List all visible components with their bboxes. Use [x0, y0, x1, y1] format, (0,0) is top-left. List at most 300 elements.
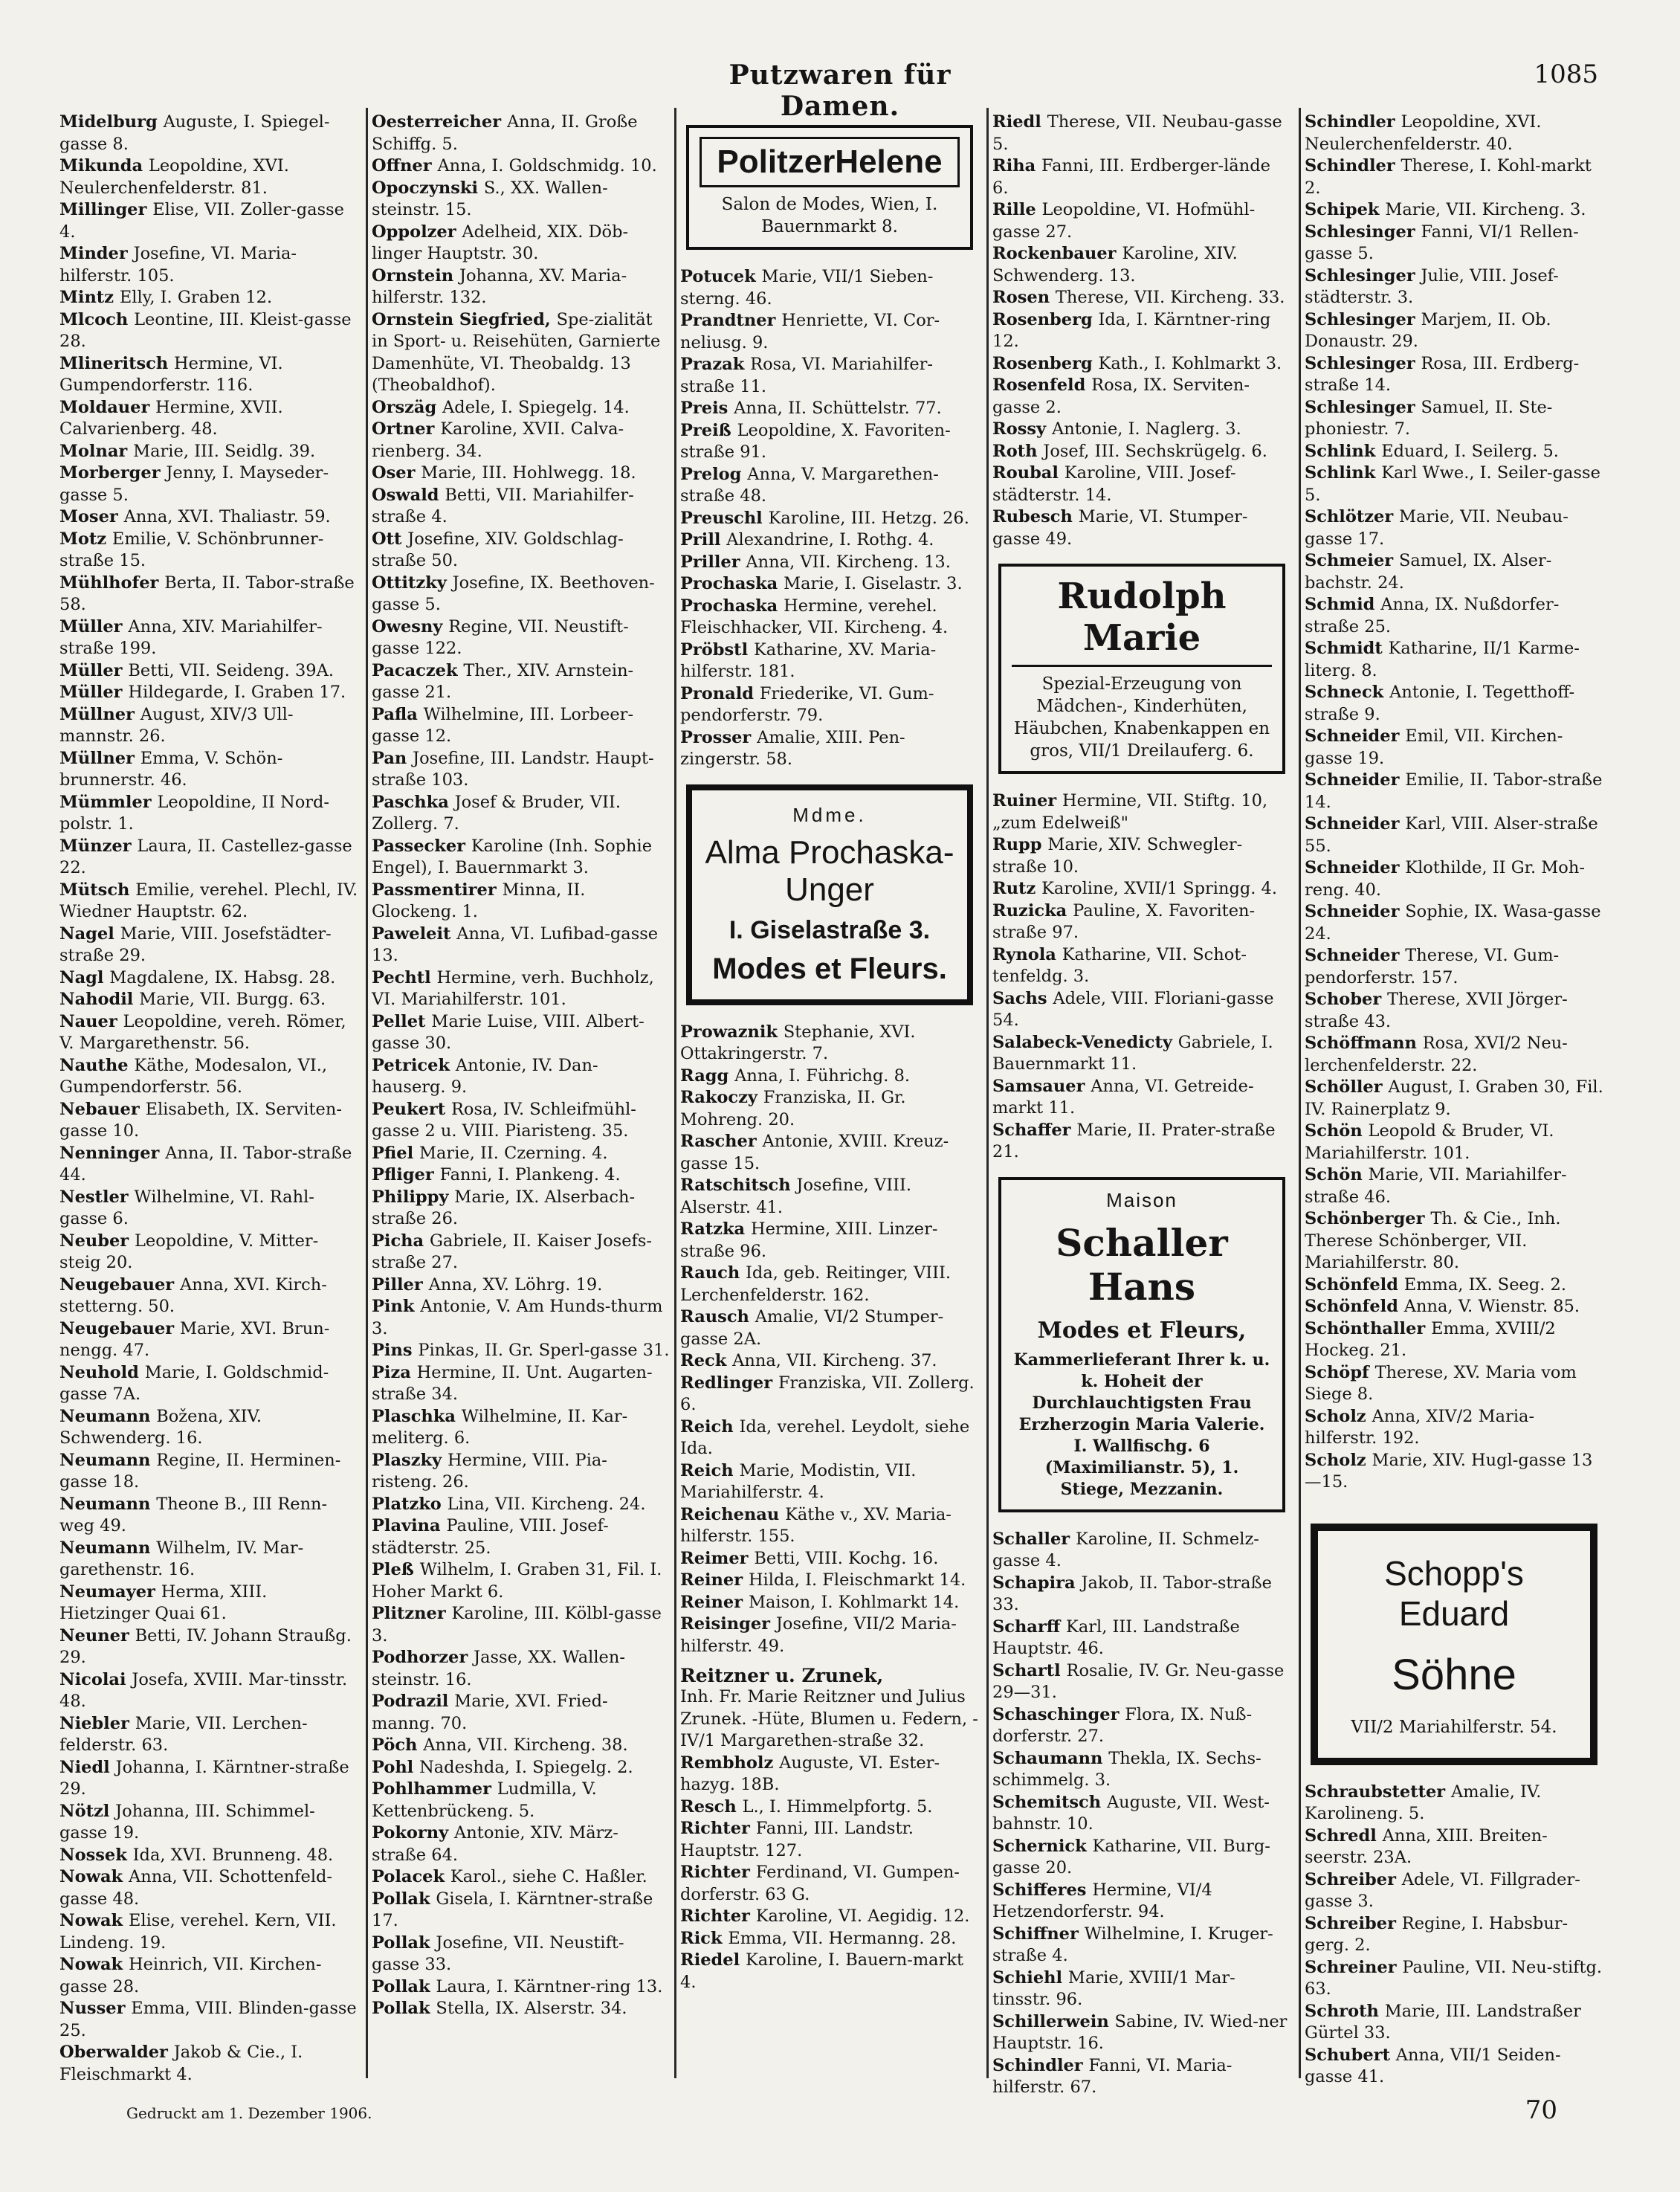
entry-name: Müller [59, 683, 129, 702]
entry-details: Hermine, VI/4 Hetzendorferstr. 94. [992, 1880, 1212, 1921]
directory-entry [59, 989, 358, 1011]
entry-name: Neumann [59, 1538, 157, 1558]
entry-name: Passmentirer [372, 880, 503, 900]
entry-details: Anna, II. Große Schiffg. 5. [372, 112, 638, 154]
directory-entry [372, 1998, 671, 2020]
entry-details: Anna, II. Schüttelstr. 77. [734, 399, 942, 418]
entry-name: Richter [680, 1819, 756, 1838]
entry-name: Schartl [992, 1660, 1067, 1680]
entry-name: Pronald [680, 683, 760, 703]
entry-details: Karoline, III. Hetzg. 26. [768, 508, 969, 528]
entry-name: Pink [372, 1297, 421, 1316]
directory-entry [992, 462, 1291, 506]
entry-name: Nicolai [59, 1669, 132, 1689]
directory-entry [1305, 594, 1603, 638]
directory-entry [680, 398, 979, 420]
entry-name: Neugebauer [59, 1274, 180, 1295]
entry-details: Gabriele, I. Bauernmarkt 11. [992, 1032, 1273, 1074]
entry-details: Therese, VI. Gum-pendorferstr. 157. [1305, 946, 1560, 987]
entry-details: Hermine, II. Unt. Augarten-straße 34. [372, 1362, 653, 1404]
entry-details: Anna, XV. Löhrg. 19. [428, 1274, 603, 1295]
entry-name: Oppolzer [372, 222, 462, 242]
directory-entry [372, 1647, 671, 1691]
entry-details: Eduard, I. Seilerg. 5. [1381, 441, 1559, 461]
ad-text: VII/2 Mariahilferstr. 54. [1351, 1717, 1557, 1737]
directory-entry [372, 1976, 671, 1999]
directory-entry [1305, 397, 1603, 441]
directory-entry [1305, 1274, 1603, 1297]
entry-name: Rossy [992, 419, 1052, 439]
entry-details: Johanna, III. Schimmel-gasse 19. [59, 1801, 315, 1843]
entry-name: Schneider [1305, 770, 1406, 790]
entry-details: Käthe, Modesalon, VI., Gumpendorferstr. 56. [59, 1055, 328, 1097]
directory-entry [59, 199, 358, 243]
entry-name: Schön [1305, 1165, 1369, 1184]
directory-entry [372, 155, 671, 178]
entry-details: Gisela, I. Kärntner-straße 17. [372, 1889, 653, 1930]
entry-name: Niebler [59, 1713, 135, 1733]
entry-details: Elisabeth, IX. Serviten-gasse 10. [59, 1099, 342, 1141]
directory-entry [1305, 1957, 1603, 2001]
entry-details: Katharine, II/1 Karme-literg. 8. [1305, 639, 1580, 680]
column-divider [674, 108, 676, 2078]
entry-name: Pohl [372, 1757, 420, 1777]
entry-name: Ott [372, 529, 408, 549]
directory-entry [59, 1625, 358, 1669]
entry-name: Passecker [372, 836, 471, 856]
entry-details: Marie, VI. Stumper-gasse 49. [992, 507, 1248, 549]
entry-name: Pins [372, 1341, 419, 1360]
entry-name: Schlesinger [1305, 265, 1421, 286]
directory-entry [372, 1011, 671, 1055]
entry-details: Adele, VIII. Floriani-gasse 54. [992, 988, 1274, 1030]
entry-details: Josefine, III. Landstr. Haupt-straße 103. [372, 748, 654, 790]
ad-title: Alma Prochaska-Unger [705, 834, 954, 908]
directory-entry [992, 353, 1291, 375]
directory-entry [372, 660, 671, 704]
entry-details: Regine, I. Habsbur-gerg. 2. [1305, 1913, 1568, 1955]
directory-entry [992, 419, 1291, 441]
entry-details: Auguste, VI. Ester-hazyg. 18B. [680, 1753, 940, 1794]
directory-entry [372, 397, 671, 419]
entry-name: Schaller [992, 1529, 1076, 1549]
entry-name: Neugebauer [59, 1318, 180, 1338]
entry-name: Riedl [992, 112, 1047, 132]
entry-name: Rosenberg [992, 353, 1099, 373]
directory-entry [59, 967, 358, 990]
directory-entry [372, 1494, 671, 1516]
directory-entry [59, 1187, 358, 1231]
entry-name: Peukert [372, 1099, 451, 1119]
entry-name: Piza [372, 1362, 417, 1382]
entry-details: Emilie, V. Schönbrunner-straße 15. [59, 529, 324, 570]
entry-name: Reimer [680, 1548, 755, 1568]
directory-entry [680, 1460, 979, 1504]
entry-details: Emilie, II. Tabor-straße 14. [1305, 770, 1603, 812]
entry-name: Schönthaller [1305, 1318, 1432, 1338]
directory-entry [59, 529, 358, 573]
entry-name: Ragg [680, 1066, 735, 1086]
entry-details: Antonie, IV. Dan-hauserg. 9. [372, 1055, 598, 1097]
entry-name: Scholz [1305, 1450, 1372, 1470]
entry-details: Rosalie, IV. Gr. Neu-gasse 29—31. [992, 1660, 1285, 1702]
entry-details: Karl Wwe., I. Seiler-gasse 5. [1305, 463, 1600, 505]
entry-details: Anna, II. Tabor-straße 44. [59, 1143, 352, 1184]
directory-entry [680, 552, 979, 574]
advertisement-rudolph [998, 564, 1285, 774]
entry-name: Reiner [680, 1592, 749, 1612]
entry-name: Schipek [1305, 200, 1386, 219]
directory-entry [680, 1906, 979, 1928]
directory-entry [992, 1967, 1291, 2011]
directory-entry [680, 1570, 979, 1592]
entry-name: Schiffner [992, 1924, 1085, 1944]
directory-entry [992, 1748, 1291, 1792]
directory-entry [992, 834, 1291, 878]
directory-entry [372, 1231, 671, 1274]
directory-entry [59, 1669, 358, 1713]
entry-details: Marie, XIV. Schwegler-straße 10. [992, 835, 1243, 877]
entry-details: Julie, VIII. Josef-städterstr. 3. [1305, 265, 1559, 307]
column-3 [680, 112, 979, 1993]
entry-details: Spe-zialität in Sport- u. Reisehüten, Garnierte Damenhüte, VI. Theobaldg. 13 (Theobaldhof). [372, 309, 661, 395]
entry-name: Neuhold [59, 1362, 145, 1382]
entry-details: Marie Luise, VIII. Albert-gasse 30. [372, 1011, 644, 1053]
entry-name: Prill [680, 530, 727, 549]
entry-details: Rosa, IX. Serviten-gasse 2. [992, 375, 1250, 417]
entry-details: Marie, III. Hohlwegg. 18. [421, 463, 636, 483]
directory-entry [59, 1406, 358, 1450]
entry-details: Karoline, XIV. Schwenderg. 13. [992, 244, 1238, 286]
entry-name: Pollak [372, 1976, 436, 1996]
entry-name: Richter [680, 1906, 756, 1926]
entry-details: Ida, geb. Reitinger, VIII. Lerchenfelderstr. 162. [680, 1263, 952, 1305]
directory-entry [992, 1704, 1291, 1748]
entry-details: Ferdinand, VI. Gumpen-dorferstr. 63 G. [680, 1863, 960, 1904]
entry-details: Jenny, I. Mayseder-gasse 5. [59, 463, 329, 505]
directory-entry [59, 309, 358, 353]
directory-entry [59, 2042, 358, 2086]
entry-name: Rosenfeld [992, 375, 1092, 395]
directory-entry [372, 1515, 671, 1559]
entry-name: Mikunda [59, 156, 149, 175]
directory-entry [992, 287, 1291, 309]
directory-entry [59, 880, 358, 923]
directory-entry [59, 1318, 358, 1362]
directory-entry [992, 1120, 1291, 1164]
entry-details: Hermine, XVII. Calvarienberg. 48. [59, 397, 283, 439]
directory-entry [59, 1099, 358, 1143]
directory-entry [1305, 901, 1603, 945]
directory-entry [680, 310, 979, 354]
directory-entry [59, 1450, 358, 1494]
entry-name: Schneider [1305, 814, 1406, 834]
directory-entry [992, 1573, 1291, 1616]
entry-name: Ruzicka [992, 900, 1073, 921]
entry-name: Nestler [59, 1187, 135, 1207]
entry-details: Johanna, XV. Maria-hilferstr. 132. [372, 265, 627, 307]
column-divider [366, 108, 368, 2078]
entry-name: Scharff [992, 1616, 1067, 1637]
directory-entry [680, 683, 979, 727]
directory-entry [680, 1087, 979, 1131]
entry-name: Müller [59, 616, 129, 636]
entry-details: August, I. Graben 30, Fil. IV. Rainerplatz 9. [1305, 1077, 1603, 1119]
entry-name: Molnar [59, 441, 134, 461]
entry-name: Neumayer [59, 1582, 161, 1602]
entry-name: Nötzl [59, 1801, 116, 1821]
entry-details: Anna, XVI. Kirch-stetterng. 50. [59, 1274, 327, 1316]
entry-details: Josefine, VII. Neustift-gasse 33. [372, 1932, 624, 1974]
directory-entry [372, 529, 671, 573]
column-4 [992, 112, 1291, 2099]
entry-name: Motz [59, 529, 112, 549]
entry-name: Pafla [372, 704, 424, 724]
entry-name: Schindler [1305, 156, 1401, 175]
entry-name: Schöffmann [1305, 1034, 1423, 1053]
entry-name: Polacek [372, 1867, 450, 1886]
directory-entry [680, 529, 979, 552]
entry-name: Rynola [992, 944, 1062, 964]
directory-entry [992, 988, 1291, 1032]
entry-details: Karoline, XVII/1 Springg. 4. [1041, 879, 1278, 898]
directory-entry [372, 1757, 671, 1779]
entry-details: Wilhelmine, III. Lorbeer-gasse 12. [372, 704, 634, 746]
directory-entry [1305, 1450, 1603, 1494]
ad-title: PolitzerHelene [700, 137, 960, 187]
entry-name: Mütsch [59, 880, 136, 900]
directory-entry [992, 1924, 1291, 1967]
directory-entry [680, 1950, 979, 1993]
entry-name: Schneider [1305, 726, 1406, 746]
directory-entry [992, 900, 1291, 944]
entry-name: Moser [59, 507, 124, 526]
directory-entry [680, 1416, 979, 1460]
entry-details: Regine, II. Herminen-gasse 18. [59, 1450, 341, 1492]
directory-entry [372, 265, 671, 309]
directory-entry [680, 1263, 979, 1306]
entry-details: Elise, verehel. Kern, VII. Lindeng. 19. [59, 1911, 337, 1953]
entry-name: Schön [1305, 1121, 1369, 1141]
entry-details: Leopold & Bruder, VI. Mariahilferstr. 101. [1305, 1121, 1554, 1163]
entry-details: Adelheid, XIX. Döb-linger Hauptstr. 30. [372, 222, 629, 263]
entry-name: Schlesinger [1305, 222, 1421, 242]
entry-name: Preuschl [680, 508, 769, 528]
entry-name: Paschka [372, 792, 455, 812]
advertisement-inner [1318, 1531, 1590, 1758]
entry-name: Nowak [59, 1955, 129, 1974]
entry-name: Opoczynski [372, 178, 484, 198]
directory-entry [1305, 2045, 1603, 2089]
entry-details: Leopoldine, X. Favoriten-straße 91. [680, 420, 951, 462]
entry-name: Niedl [59, 1757, 116, 1777]
entry-name: Priller [680, 552, 746, 572]
entry-name: Millinger [59, 200, 153, 219]
entry-details: Antonie, V. Am Hunds-thurm 3. [372, 1297, 663, 1338]
entry-name: Pacaczek [372, 660, 464, 680]
entry-name: Riedel [680, 1950, 746, 1970]
directory-entry [372, 1450, 671, 1494]
directory-entry [59, 616, 358, 660]
directory-entry [680, 1373, 979, 1416]
entry-name: Prochaska [680, 574, 784, 593]
directory-entry [372, 1164, 671, 1187]
directory-entry [59, 1954, 358, 1998]
directory-entry [680, 1504, 979, 1548]
entry-name: Reisinger [680, 1614, 776, 1634]
directory-entry [59, 1362, 358, 1406]
entry-details: Anna, V. Margarethen-straße 48. [680, 464, 939, 506]
entry-details: Marie, III. Seidlg. 39. [133, 441, 316, 461]
directory-entry [372, 967, 671, 1011]
entry-name: Mühlhofer [59, 573, 165, 593]
entry-name: Pan [372, 748, 413, 768]
entry-details: Maison, I. Kohlmarkt 14. [748, 1592, 960, 1612]
entry-name: Preis [680, 399, 734, 418]
directory-entry [1305, 353, 1603, 397]
directory-entry [59, 682, 358, 704]
directory-entry [372, 704, 671, 748]
entry-name: Schlesinger [1305, 353, 1421, 373]
entry-name: Prazak [680, 355, 751, 374]
entry-name: Scholz [1305, 1406, 1372, 1426]
entry-name: Schlesinger [1305, 309, 1421, 329]
entry-name: Redlinger [680, 1373, 778, 1393]
entry-details: Anna, VII/1 Seiden-gasse 41. [1305, 2045, 1561, 2086]
directory-entry [1305, 506, 1603, 550]
directory-entry [1305, 1164, 1603, 1208]
directory-entry [59, 1998, 358, 2042]
entry-details: Katharine, VII. Burg-gasse 20. [992, 1836, 1270, 1877]
entry-name: Schillerwein [992, 2011, 1115, 2031]
entry-details: Hermine, XIII. Linzer-straße 96. [680, 1219, 938, 1261]
entry-name: Schredl [1305, 1825, 1383, 1846]
entry-details: Marie, II. Czerning. 4. [419, 1143, 608, 1163]
entry-details: Leopoldine, VI. Hofmühl-gasse 27. [992, 200, 1256, 242]
directory-entry [1305, 550, 1603, 594]
entry-name: Owesny [372, 616, 449, 636]
entry-name: Sachs [992, 988, 1053, 1008]
directory-entry [1305, 199, 1603, 222]
entry-details: Amalie, VI/2 Stumper-gasse 2A. [680, 1307, 944, 1349]
entry-details: Marie, III. Landstraßer Gürtel 33. [1305, 2001, 1581, 2043]
entry-name: Schapira [992, 1573, 1082, 1593]
entry-name: Schlink [1305, 463, 1382, 483]
directory-entry [372, 1099, 671, 1143]
entry-details: Josefine, VI. Maria-hilferstr. 105. [59, 244, 297, 286]
entry-name: Prandtner [680, 311, 782, 330]
entry-details: Emilie, verehel. Plechl, IV. Wiedner Hauptstr. 62. [59, 880, 358, 921]
entry-name: Schaschinger [992, 1704, 1125, 1724]
entry-details: Samuel, IX. Alser-bachstr. 24. [1305, 551, 1552, 593]
advertisement-politzer [686, 125, 973, 250]
ad-text: Salon de Modes, Wien, I. Bauernmarkt 8. [721, 195, 938, 236]
entry-details: Hermine, verehel. Fleischhacker, VII. Kircheng. 4. [680, 596, 949, 637]
entry-name: Neuner [59, 1625, 135, 1645]
directory-entry [1305, 1033, 1603, 1077]
entry-name: Schlötzer [1305, 507, 1400, 526]
entry-name: Neuber [59, 1231, 135, 1251]
ad-text: Spezial-Erzeugung von Mädchen-, Kinderhüten, Häubchen, Knabenkappen en gros, VII/1 Dreilauferg. 6. [1013, 674, 1270, 761]
entry-details: Marie, XVI. Fried-manng. 70. [372, 1692, 608, 1733]
ad-subtitle: Modes et Fleurs, [1037, 1317, 1247, 1344]
directory-entry [680, 639, 979, 683]
entry-details: Karl, III. Landstraße Hauptstr. 46. [992, 1616, 1240, 1658]
entry-name: Prowaznik [680, 1022, 784, 1042]
directory-entry [680, 1818, 979, 1862]
directory-entry [372, 309, 671, 397]
directory-entry [1305, 726, 1603, 770]
entry-details: Rosa, XVI/2 Neu-lerchenfelderstr. 22. [1305, 1034, 1568, 1075]
directory-entry [372, 1735, 671, 1757]
entry-details: Th. & Cie., Inh. Therese Schönberger, VII. Mariahilferstr. 80. [1305, 1209, 1561, 1272]
entry-name: Rausch [680, 1307, 755, 1327]
entry-name: Schraubstetter [1305, 1782, 1451, 1802]
entry-details: Josefa, XVIII. Mar-tinsstr. 48. [59, 1669, 348, 1711]
entry-details: Leontine, III. Kleist-gasse 28. [59, 309, 352, 351]
advertisement-schaller [998, 1177, 1285, 1512]
entry-details: Hildegarde, I. Graben 17. [128, 683, 346, 702]
entry-name: Neumann [59, 1450, 157, 1470]
directory-entry [680, 1175, 979, 1219]
entry-name: Schaffer [992, 1120, 1077, 1140]
directory-entry [992, 243, 1291, 287]
directory-entry [372, 923, 671, 967]
directory-entry [680, 1592, 979, 1614]
entry-details: Wilhelmine, II. Kar-meliterg. 6. [372, 1406, 628, 1448]
directory-entry [992, 1529, 1291, 1573]
entry-details: Heinrich, VII. Kirchen-gasse 28. [59, 1955, 322, 1996]
entry-name: Mlcoch [59, 309, 135, 329]
entry-name: Schifferes [992, 1880, 1093, 1900]
entry-name: Nauthe [59, 1055, 135, 1075]
column-2 [372, 112, 671, 2020]
entry-details: Therese, XV. Maria vom Siege 8. [1305, 1362, 1577, 1404]
directory-entry [59, 1143, 358, 1187]
entry-details: Rosa, IV. Schleifmühl-gasse 2 u. VIII. Piaristeng. 35. [372, 1099, 636, 1141]
entry-name: Schneider [1305, 946, 1406, 965]
directory-entry [59, 1845, 358, 1867]
entry-details: Emil, VII. Kirchen-gasse 19. [1305, 726, 1563, 768]
entry-details: Wilhelmine, I. Kruger-straße 4. [992, 1924, 1273, 1965]
directory-entry [372, 485, 671, 529]
entry-details: Marjem, II. Ob. Donaustr. 29. [1305, 309, 1551, 351]
entry-name: Nenninger [59, 1143, 166, 1163]
directory-entry [680, 1796, 979, 1819]
entry-name: Schönfeld [1305, 1297, 1404, 1316]
entry-details: Henriette, VI. Cor-neliusg. 9. [680, 311, 940, 352]
entry-details: Emma, VIII. Blinden-gasse 25. [59, 1999, 357, 2040]
directory-entry [1305, 441, 1603, 463]
entry-name: Piller [372, 1274, 429, 1295]
entry-details: Laura, II. Castellez-gasse 22. [59, 836, 352, 877]
entry-details: Anna, VII. Kircheng. 13. [746, 552, 951, 572]
ad-title: Schopp's Eduard [1384, 1553, 1524, 1633]
page-number: 1085 [1534, 59, 1598, 89]
entry-details: Betti, VII. Seideng. 39A. [128, 660, 335, 680]
entry-name: Schindler [1305, 112, 1401, 132]
directory-entry [680, 420, 979, 464]
entry-name: Ortner [372, 419, 441, 439]
entry-name: Müller [59, 660, 129, 680]
entry-details: Emma, VII. Hermanng. 28. [728, 1928, 957, 1948]
directory-entry [59, 112, 358, 155]
entry-details: Karoline, II. Schmelz-gasse 4. [992, 1529, 1259, 1570]
entry-name: Samsauer [992, 1076, 1091, 1096]
entry-name: Philippy [372, 1187, 455, 1207]
entry-name: Schmid [1305, 595, 1381, 614]
directory-entry [992, 155, 1291, 199]
